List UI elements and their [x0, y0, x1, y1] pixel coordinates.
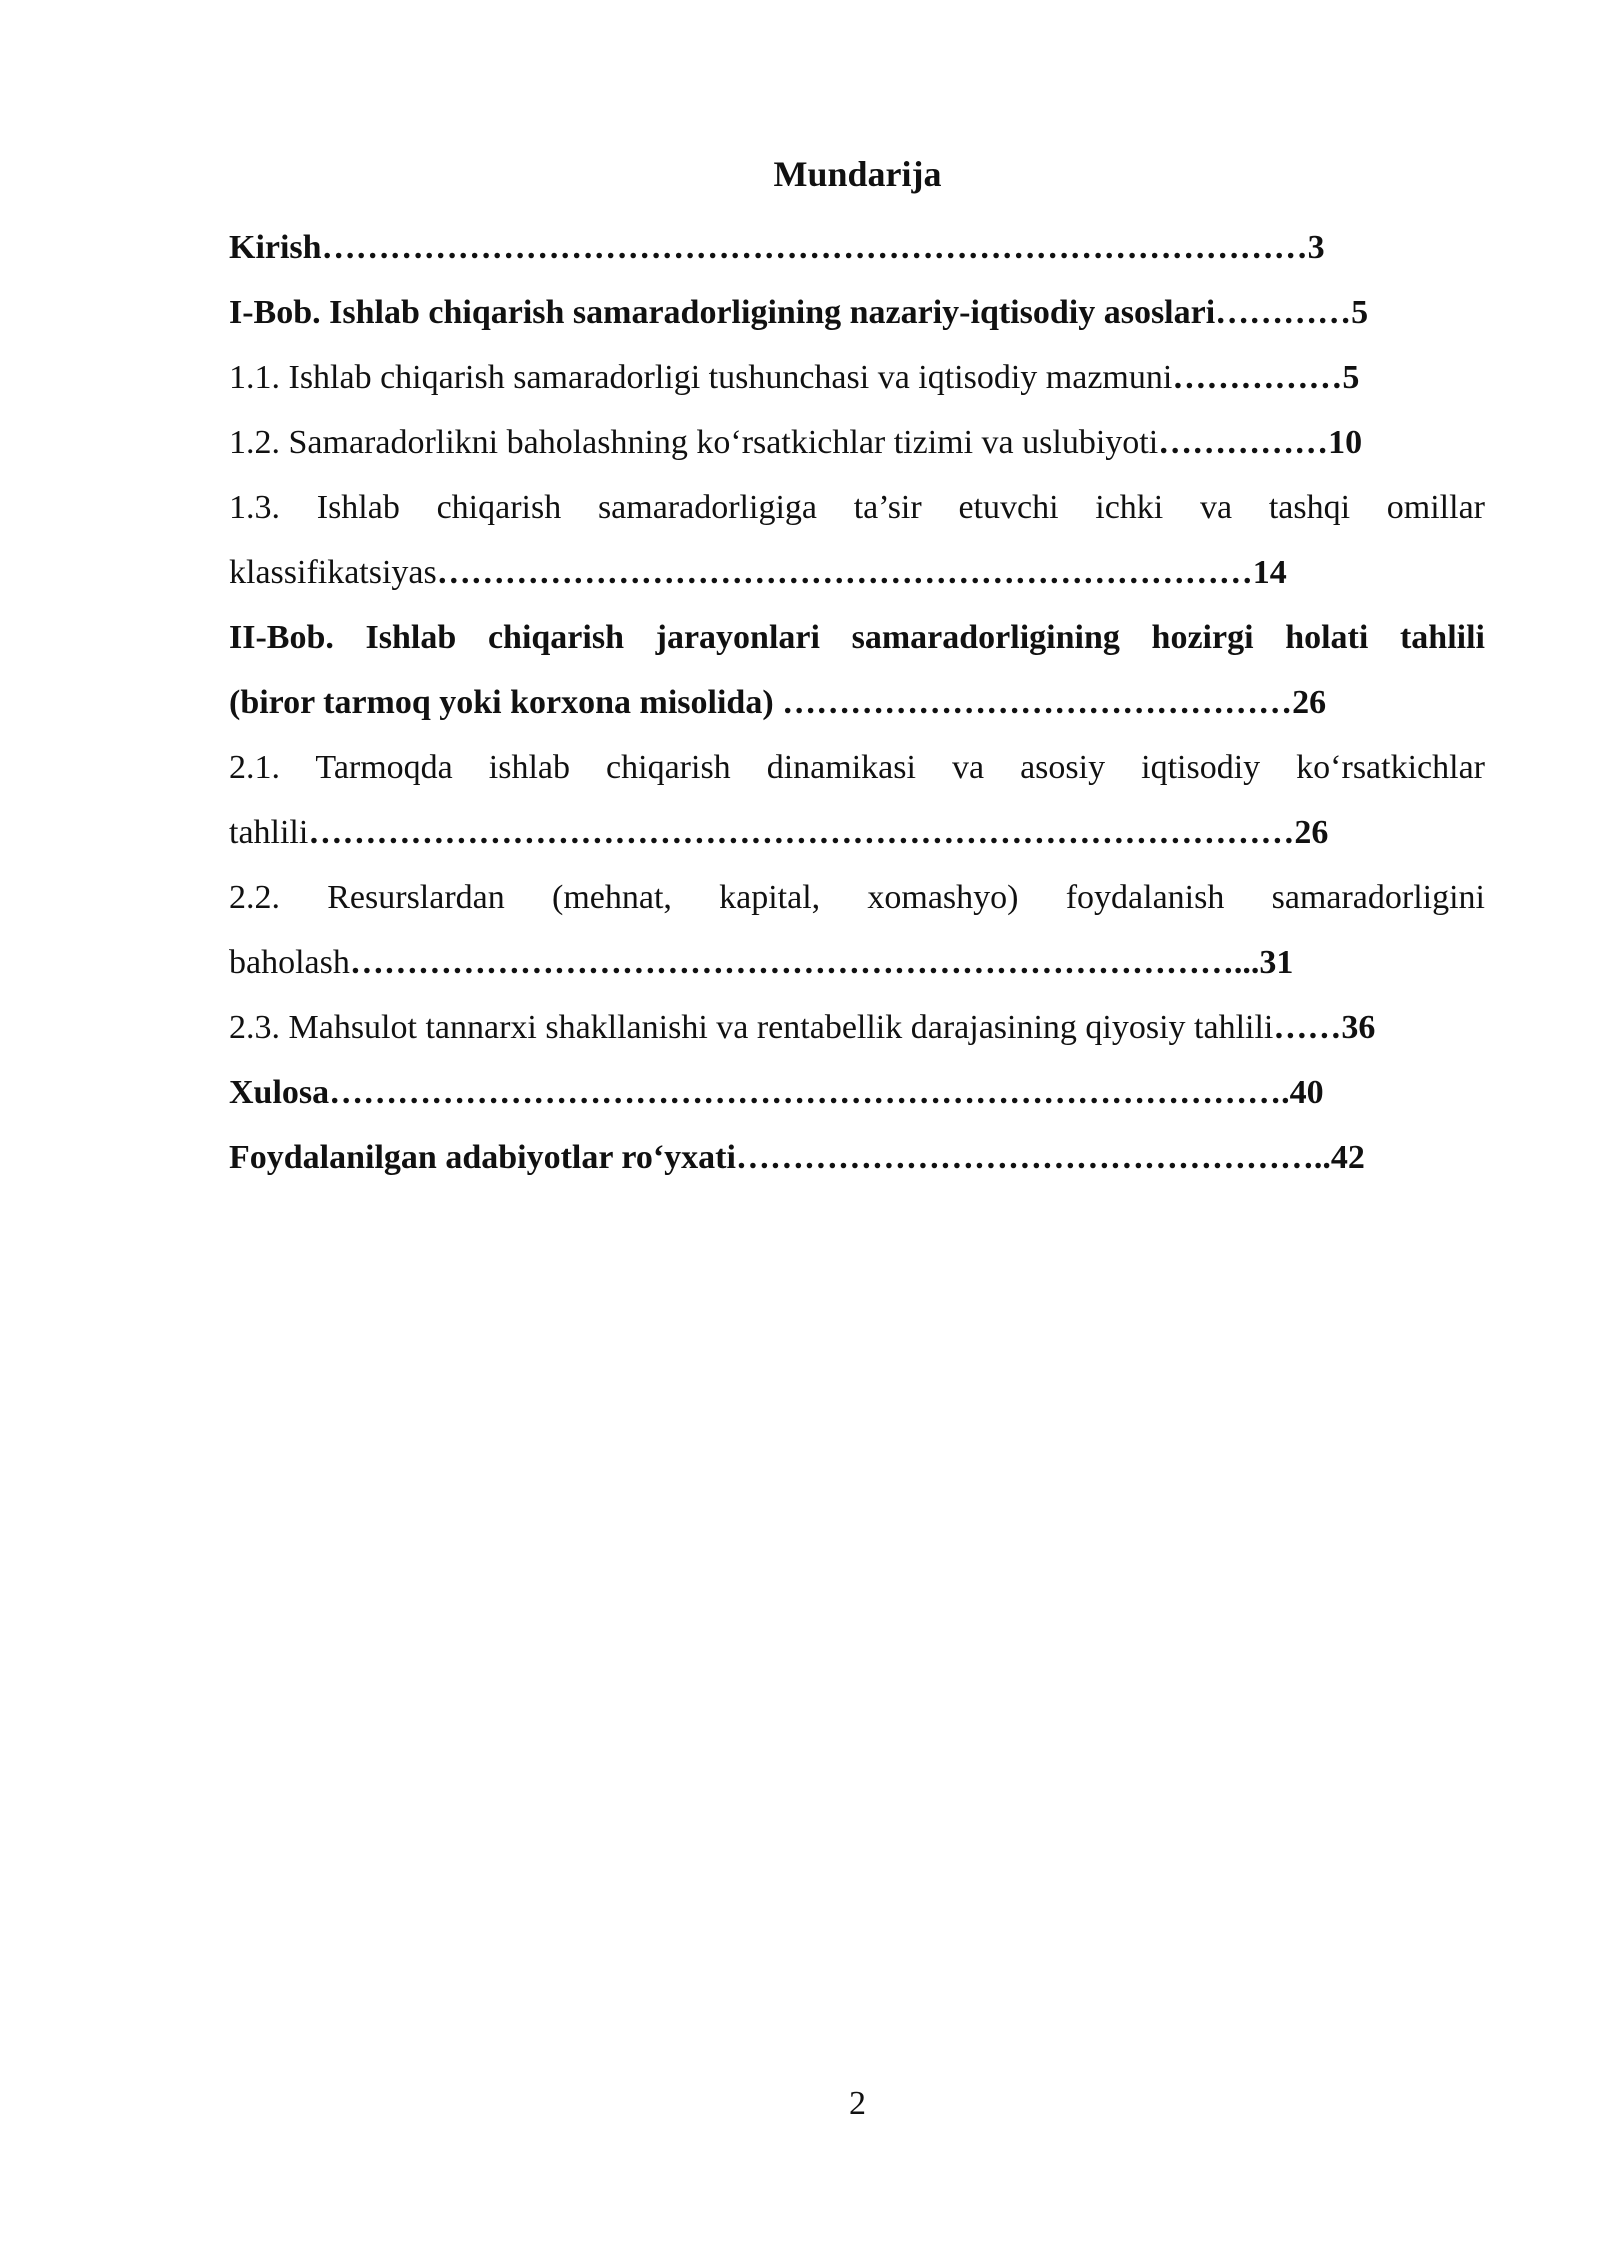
toc-page-number: 26 [1292, 684, 1327, 721]
toc-entry-section-1-2[interactable] [229, 410, 1485, 475]
toc-leader-dots: ……………………………………………………………… [436, 554, 1253, 591]
table-of-contents [229, 215, 1485, 1190]
toc-entry-label: 2.1. Tarmoqda ishlab chiqarish dinamikasi va asosiy iqtisodiy ko‘rsatkichlar [229, 749, 1485, 786]
toc-entry-section-1-1[interactable] [229, 345, 1485, 410]
toc-entry-section-2-2-line2[interactable] [229, 930, 1485, 995]
toc-entry-section-2-1-line1[interactable] [229, 735, 1485, 800]
toc-entry-label: 1.1. Ishlab chiqarish samaradorligi tushunchasi va iqtisodiy mazmuni [229, 359, 1173, 396]
toc-page-number: 5 [1342, 359, 1360, 396]
toc-leader-dots: …… [1273, 1009, 1342, 1046]
toc-entry-section-2-3[interactable] [229, 995, 1485, 1060]
toc-entry-chapter-1[interactable] [229, 280, 1485, 345]
toc-page-number: 10 [1328, 424, 1363, 461]
page-number: 2 [849, 2085, 866, 2122]
toc-entry-label: II-Bob. Ishlab chiqarish jarayonlari samaradorligining hozirgi holati tahlili [229, 619, 1485, 656]
toc-entry-label: Xulosa [229, 1074, 330, 1111]
toc-entry-section-1-3-line2[interactable] [229, 540, 1485, 605]
toc-page-number: 36 [1341, 1009, 1376, 1046]
toc-entry-section-2-2-line1[interactable] [229, 865, 1485, 930]
toc-entry-label: 2.3. Mahsulot tannarxi shakllanishi va rentabellik darajasining qiyosiy tahlili [229, 1009, 1274, 1046]
toc-page-number: 5 [1351, 294, 1369, 331]
toc-entry-chapter-2-line2[interactable] [229, 670, 1485, 735]
toc-page-number: 3 [1307, 229, 1325, 266]
toc-entry-label: 1.2. Samaradorlikni baholashning ko‘rsatkichlar tizimi va uslubiyoti [229, 424, 1159, 461]
toc-entry-label: 2.2. Resurslardan (mehnat, kapital, xomashyo) foydalanish samaradorligini [229, 879, 1485, 916]
toc-leader-dots: ………………………………………………………………………… [329, 1074, 1282, 1111]
toc-page-number: 42 [1330, 1139, 1365, 1176]
toc-entry-label-continued: (biror tarmoq yoki korxona misolida) [229, 684, 774, 721]
toc-entry-label: 1.3. Ishlab chiqarish samaradorligiga ta’sir etuvchi ichki va tashqi omillar [229, 489, 1485, 526]
toc-entry-chapter-2-line1[interactable] [229, 605, 1485, 670]
toc-entry-section-1-3-line1[interactable] [229, 475, 1485, 540]
toc-leader-dots: ………… [1215, 294, 1352, 331]
toc-leader-dots: ……………………………………………………………………... [349, 944, 1260, 981]
toc-leader-dots: …………… [1158, 424, 1329, 461]
toc-leader-dots: …………………………………………………………………………… [308, 814, 1295, 851]
toc-entry-label: Kirish [229, 229, 322, 266]
toc-leader-dots: …………… [1172, 359, 1343, 396]
toc-entry-label-continued: baholash [229, 944, 350, 981]
toc-entry-label-continued: tahlili [229, 814, 309, 851]
toc-entry-label: Foydalanilgan adabiyotlar ro‘yxati [229, 1139, 736, 1176]
toc-entry-kirish[interactable] [229, 215, 1485, 280]
toc-leader-dots: …………………………………………….. [735, 1139, 1331, 1176]
toc-entry-label: I-Bob. Ishlab chiqarish samaradorligining nazariy-iqtisodiy asoslari [229, 294, 1216, 331]
toc-page-number: 26 [1294, 814, 1329, 851]
toc-entry-xulosa[interactable] [229, 1060, 1485, 1125]
toc-entry-references[interactable] [229, 1125, 1485, 1190]
toc-leader-dots: …………………………………………………………………………… [321, 229, 1308, 266]
toc-title: Mundarija [773, 154, 942, 194]
toc-entry-section-2-1-line2[interactable] [229, 800, 1485, 865]
toc-entry-label-continued: klassifikatsiyas [229, 554, 437, 591]
toc-leader-dots: ……………………………………… [773, 684, 1293, 721]
toc-page-number: .40 [1281, 1074, 1324, 1111]
toc-page-number: 14 [1252, 554, 1287, 591]
toc-page-number: 31 [1259, 944, 1294, 981]
